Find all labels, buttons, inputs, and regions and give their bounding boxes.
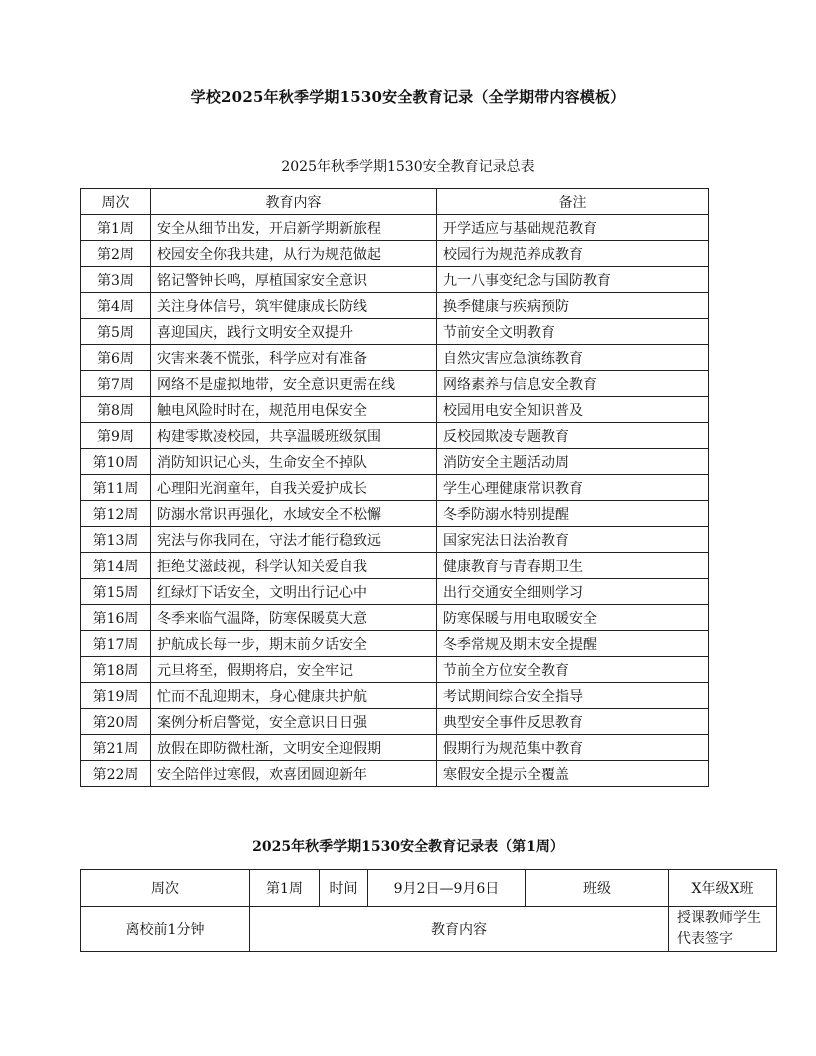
content-cell: 构建零欺凌校园，共享温暖班级氛围 [151, 423, 437, 449]
time-label: 时间 [320, 870, 368, 907]
week-cell: 第9周 [81, 423, 151, 449]
slot-label: 离校前1分钟 [81, 907, 250, 952]
content-cell: 校园安全你我共建，从行为规范做起 [151, 241, 437, 267]
class-value: X年级X班 [669, 870, 777, 907]
class-label: 班级 [526, 870, 669, 907]
note-cell: 换季健康与疾病预防 [437, 293, 709, 319]
content-cell: 拒绝艾滋歧视，科学认知关爱自我 [151, 553, 437, 579]
summary-row [81, 241, 709, 267]
weekly-info-row [81, 870, 777, 907]
header-week: 周次 [81, 189, 151, 215]
summary-row [81, 709, 709, 735]
summary-row [81, 475, 709, 501]
week-cell: 第1周 [81, 215, 151, 241]
content-cell: 灾害来袭不慌张，科学应对有准备 [151, 345, 437, 371]
content-cell: 喜迎国庆，践行文明安全双提升 [151, 319, 437, 345]
summary-row [81, 371, 709, 397]
week-label: 周次 [81, 870, 250, 907]
content-cell: 红绿灯下话安全，文明出行记心中 [151, 579, 437, 605]
note-cell: 国家宪法日法治教育 [437, 527, 709, 553]
week-cell: 第5周 [81, 319, 151, 345]
week-cell: 第6周 [81, 345, 151, 371]
summary-row [81, 657, 709, 683]
note-cell: 自然灾害应急演练教育 [437, 345, 709, 371]
week-cell: 第16周 [81, 605, 151, 631]
content-cell: 宪法与你我同在，守法才能行稳致远 [151, 527, 437, 553]
week-cell: 第3周 [81, 267, 151, 293]
summary-row [81, 553, 709, 579]
content-label: 教育内容 [250, 907, 669, 952]
content-cell: 元旦将至，假期将启，安全牢记 [151, 657, 437, 683]
content-cell: 护航成长每一步，期末前夕话安全 [151, 631, 437, 657]
content-cell: 心理阳光润童年，自我关爱护成长 [151, 475, 437, 501]
content-cell: 放假在即防微杜渐，文明安全迎假期 [151, 735, 437, 761]
summary-row [81, 423, 709, 449]
week-cell: 第15周 [81, 579, 151, 605]
signature-label: 授课教师学生代表签字 [669, 907, 777, 952]
content-cell: 案例分析启警觉，安全意识日日强 [151, 709, 437, 735]
weekly-record-table [80, 869, 777, 952]
week-cell: 第4周 [81, 293, 151, 319]
content-cell: 安全从细节出发，开启新学期新旅程 [151, 215, 437, 241]
note-cell: 校园行为规范养成教育 [437, 241, 709, 267]
header-content: 教育内容 [151, 189, 437, 215]
summary-body [81, 215, 709, 787]
note-cell: 九一八事变纪念与国防教育 [437, 267, 709, 293]
note-cell: 校园用电安全知识普及 [437, 397, 709, 423]
note-cell: 假期行为规范集中教育 [437, 735, 709, 761]
summary-header-row [81, 189, 709, 215]
content-cell: 防溺水常识再强化，水域安全不松懈 [151, 501, 437, 527]
summary-row [81, 397, 709, 423]
summary-row [81, 735, 709, 761]
note-cell: 冬季常规及期末安全提醒 [437, 631, 709, 657]
content-cell: 安全陪伴过寒假，欢喜团圆迎新年 [151, 761, 437, 787]
summary-row [81, 683, 709, 709]
summary-row [81, 631, 709, 657]
summary-row [81, 579, 709, 605]
content-cell: 消防知识记心头，生命安全不掉队 [151, 449, 437, 475]
note-cell: 寒假安全提示全覆盖 [437, 761, 709, 787]
week-cell: 第17周 [81, 631, 151, 657]
week-cell: 第10周 [81, 449, 151, 475]
note-cell: 网络素养与信息安全教育 [437, 371, 709, 397]
week-cell: 第21周 [81, 735, 151, 761]
note-cell: 健康教育与青春期卫生 [437, 553, 709, 579]
content-cell: 冬季来临气温降，防寒保暖莫大意 [151, 605, 437, 631]
note-cell: 节前全方位安全教育 [437, 657, 709, 683]
summary-row [81, 501, 709, 527]
time-value: 9月2日—9月6日 [368, 870, 526, 907]
content-cell: 关注身体信号，筑牢健康成长防线 [151, 293, 437, 319]
week-cell: 第8周 [81, 397, 151, 423]
note-cell: 开学适应与基础规范教育 [437, 215, 709, 241]
header-note: 备注 [437, 189, 709, 215]
note-cell: 节前安全文明教育 [437, 319, 709, 345]
summary-row [81, 527, 709, 553]
content-cell: 触电风险时时在，规范用电保安全 [151, 397, 437, 423]
note-cell: 冬季防溺水特别提醒 [437, 501, 709, 527]
week-cell: 第18周 [81, 657, 151, 683]
weekly-record-title: 2025年秋季学期1530安全教育记录表（第1周） [252, 839, 564, 855]
weekly-content-row [81, 907, 777, 952]
week-cell: 第2周 [81, 241, 151, 267]
note-cell: 出行交通安全细则学习 [437, 579, 709, 605]
document-title: 学校2025年秋季学期1530安全教育记录（全学期带内容模板） [190, 88, 626, 106]
week-cell: 第19周 [81, 683, 151, 709]
summary-table-caption: 2025年秋季学期1530安全教育记录总表 [281, 159, 535, 175]
summary-row [81, 293, 709, 319]
week-cell: 第11周 [81, 475, 151, 501]
week-value: 第1周 [250, 870, 320, 907]
week-cell: 第13周 [81, 527, 151, 553]
summary-row [81, 215, 709, 241]
week-cell: 第7周 [81, 371, 151, 397]
week-cell: 第20周 [81, 709, 151, 735]
summary-row [81, 605, 709, 631]
week-cell: 第12周 [81, 501, 151, 527]
note-cell: 典型安全事件反思教育 [437, 709, 709, 735]
note-cell: 防寒保暖与用电取暖安全 [437, 605, 709, 631]
week-cell: 第22周 [81, 761, 151, 787]
content-cell: 忙而不乱迎期末，身心健康共护航 [151, 683, 437, 709]
summary-row [81, 345, 709, 371]
week-cell: 第14周 [81, 553, 151, 579]
summary-row [81, 319, 709, 345]
content-cell: 网络不是虚拟地带，安全意识更需在线 [151, 371, 437, 397]
note-cell: 消防安全主题活动周 [437, 449, 709, 475]
summary-row [81, 267, 709, 293]
summary-row [81, 449, 709, 475]
note-cell: 学生心理健康常识教育 [437, 475, 709, 501]
content-cell: 铭记警钟长鸣，厚植国家安全意识 [151, 267, 437, 293]
summary-table [80, 188, 709, 787]
note-cell: 考试期间综合安全指导 [437, 683, 709, 709]
summary-row [81, 761, 709, 787]
note-cell: 反校园欺凌专题教育 [437, 423, 709, 449]
